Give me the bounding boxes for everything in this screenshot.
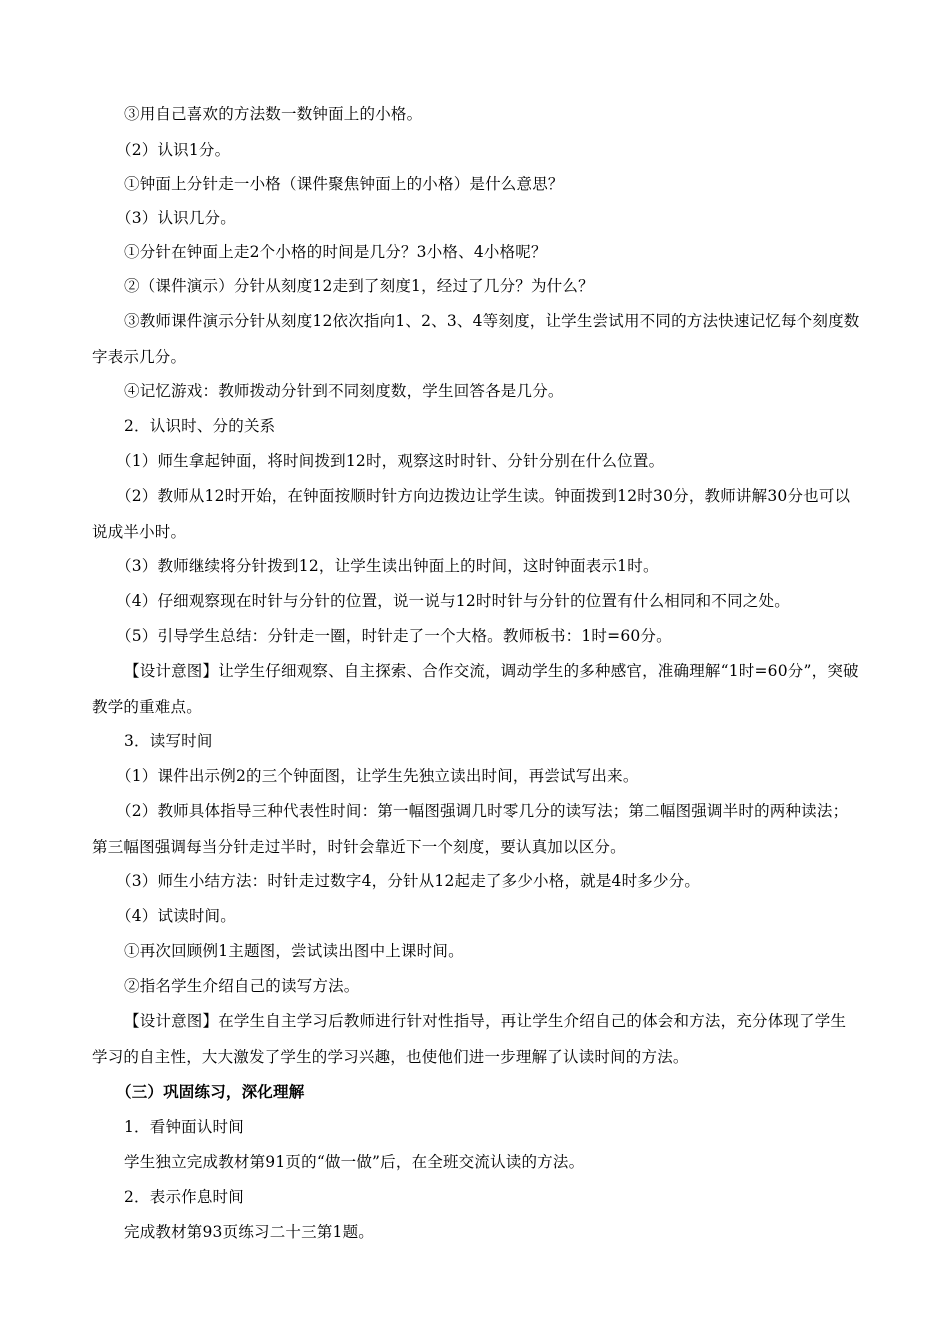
paragraph: （2）教师从12时开始，在钟面按顺时针方向边拨边让学生读。钟面拨到12时30分，教师讲解30分也可以说成半小时。 [92,487,851,541]
paragraph: （3）师生小结方法：时针走过数字4，分针从12起走了多少小格，就是4时多少分。 [116,872,701,890]
paragraph: ③教师课件演示分针从刻度12依次指向1、2、3、4等刻度，让学生尝试用不同的方法快速记忆每个刻度数字表示几分。 [92,312,860,366]
paragraph: 完成教材第93页练习二十三第1题。 [124,1223,374,1241]
paragraph: （3）认识几分。 [116,209,236,227]
design-intent-paragraph: 【设计意图】在学生自主学习后教师进行针对性指导，再让学生介绍自己的体会和方法，充分体现了学生学习的自主性，大大激发了学生的学习兴趣，也使他们进一步理解了认读时间的方法。 [92,1012,847,1066]
paragraph: ③用自己喜欢的方法数一数钟面上的小格。 [124,105,423,123]
section-heading: （三）巩固练习，深化理解 [116,1082,305,1101]
paragraph: （5）引导学生总结：分针走一圈，时针走了一个大格。教师板书：1时=60分。 [116,627,672,645]
paragraph: （3）教师继续将分针拨到12，让学生读出钟面上的时间，这时钟面表示1时。 [116,557,659,575]
paragraph: （2）认识1分。 [116,141,231,159]
section-heading: 1．看钟面认时间 [124,1118,244,1136]
paragraph: 学生独立完成教材第91页的“做一做”后，在全班交流认读的方法。 [124,1153,585,1171]
design-intent-paragraph: 【设计意图】让学生仔细观察、自主探索、合作交流，调动学生的多种感官，准确理解“1时=60分”，突破教学的重难点。 [92,662,859,716]
section-heading: 2．表示作息时间 [124,1188,244,1206]
paragraph: ②指名学生介绍自己的读写方法。 [124,977,360,995]
paragraph: （2）教师具体指导三种代表性时间：第一幅图强调几时零几分的读写法；第二幅图强调半时的两种读法；第三幅图强调每当分针走过半时，时针会靠近下一个刻度，要认真加以区分。 [92,802,849,856]
paragraph: ②（课件演示）分针从刻度12走到了刻度1，经过了几分？为什么？ [124,277,594,295]
paragraph: ①再次回顾例1主题图，尝试读出图中上课时间。 [124,942,464,960]
paragraph: ①钟面上分针走一小格（课件聚焦钟面上的小格）是什么意思？ [124,175,564,193]
paragraph: ①分针在钟面上走2个小格的时间是几分？3小格、4小格呢？ [124,243,547,261]
section-heading: 3．读写时间 [124,732,213,750]
section-heading: 2．认识时、分的关系 [124,417,276,435]
paragraph: （4）试读时间。 [116,907,236,925]
paragraph: （4）仔细观察现在时针与分针的位置，说一说与12时时针与分针的位置有什么相同和不同之处。 [116,592,790,610]
paragraph: （1）师生拿起钟面，将时间拨到12时，观察这时时针、分针分别在什么位置。 [116,452,665,470]
paragraph: （1）课件出示例2的三个钟面图，让学生先独立读出时间，再尝试写出来。 [116,767,639,785]
paragraph: ④记忆游戏：教师拨动分针到不同刻度数，学生回答各是几分。 [124,382,564,400]
